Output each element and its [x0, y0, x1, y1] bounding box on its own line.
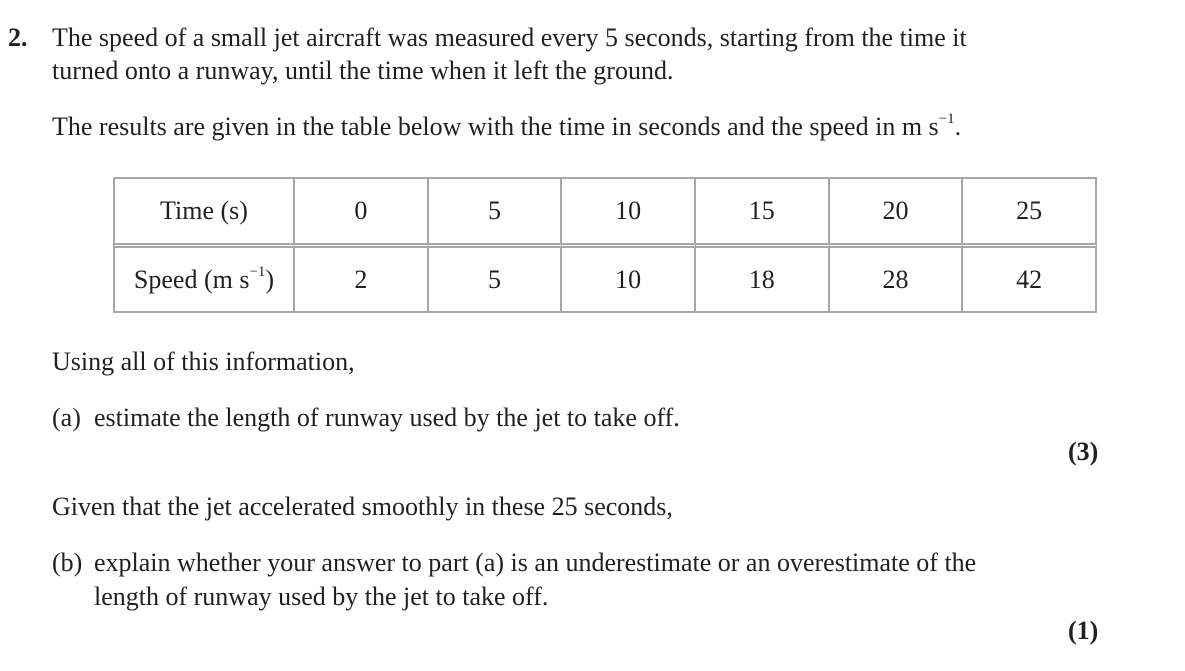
- time-cell: 25: [963, 179, 1097, 248]
- question-intro-line-1: The speed of a small jet aircraft was measured every 5 seconds, starting from the time it: [52, 23, 967, 52]
- speed-cell: 18: [696, 248, 830, 313]
- part-b-label: (b): [52, 548, 83, 577]
- results-sentence: [52, 111, 962, 141]
- part-b-text-line-1: explain whether your answer to part (a) is an underestimate or an overestimate of the: [94, 548, 977, 577]
- part-a-text: estimate the length of runway used by the jet to take off.: [94, 403, 680, 432]
- time-header: Time (s): [115, 179, 295, 248]
- time-cell: 5: [429, 179, 563, 248]
- results-end: .: [954, 112, 962, 141]
- speed-row: [115, 248, 1097, 313]
- speed-cell: 28: [830, 248, 964, 313]
- using-information-text: Using all of this information,: [52, 347, 355, 376]
- results-unit-exponent: −1: [938, 111, 955, 127]
- question-number: 2.: [8, 23, 28, 52]
- part-a-label: (a): [52, 403, 81, 432]
- part-b-text-line-2: length of runway used by the jet to take off.: [94, 582, 549, 611]
- time-row: [115, 179, 1097, 248]
- question-intro-line-2: turned onto a runway, until the time when it left the ground.: [52, 56, 674, 85]
- speed-header: [115, 248, 295, 313]
- results-text: The results are given in the table below with the time in seconds and the speed in m s: [52, 112, 939, 141]
- time-cell: 20: [830, 179, 964, 248]
- speed-cell: 2: [295, 248, 429, 313]
- speed-header-close: ): [265, 264, 275, 294]
- time-cell: 15: [696, 179, 830, 248]
- speed-cell: 42: [963, 248, 1097, 313]
- time-cell: 0: [295, 179, 429, 248]
- speed-cell: 10: [562, 248, 696, 313]
- time-cell: 10: [562, 179, 696, 248]
- part-a-marks: (3): [1068, 437, 1099, 466]
- speed-cell: 5: [429, 248, 563, 313]
- part-b-marks: (1): [1068, 616, 1099, 645]
- speed-header-text: Speed (m s: [133, 264, 250, 294]
- time-speed-table: [113, 177, 1097, 313]
- given-text: Given that the jet accelerated smoothly in these 25 seconds,: [52, 492, 673, 521]
- speed-unit-exponent: −1: [249, 263, 266, 280]
